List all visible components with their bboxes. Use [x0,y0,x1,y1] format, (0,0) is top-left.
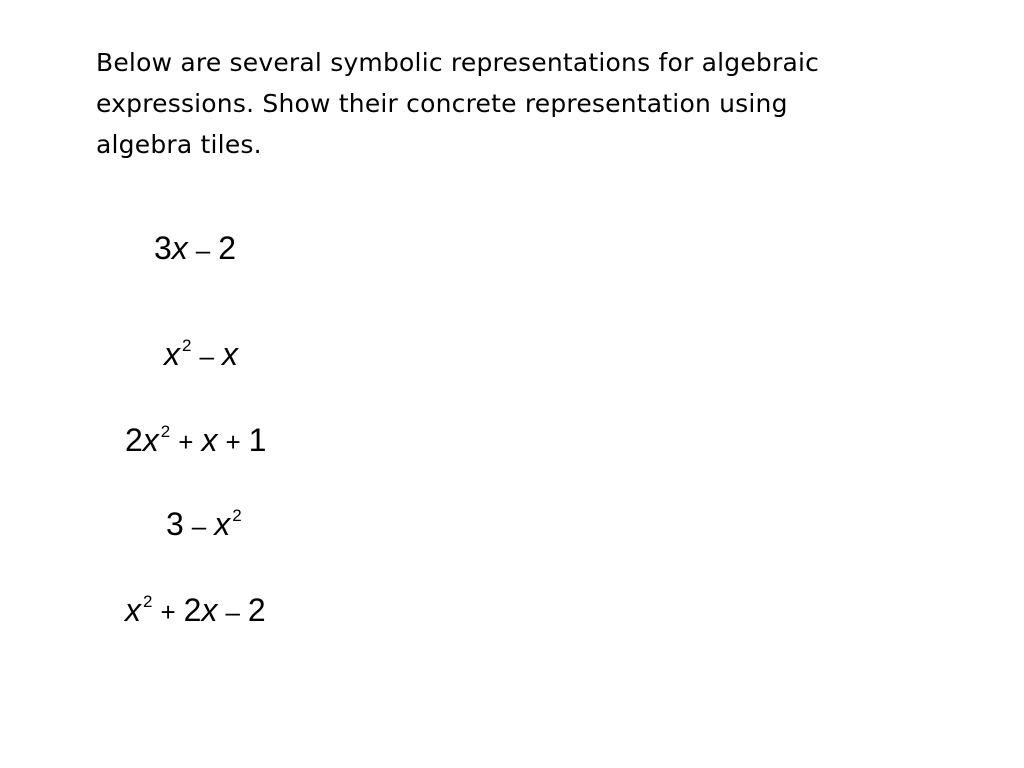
exponent: 2 [160,422,171,441]
expression-4 [166,504,242,546]
constant: 2 [247,592,266,628]
variable: x [214,506,231,542]
operator: + [160,597,176,627]
instructions-line-2: expressions. Show their concrete representation using [96,89,788,118]
expression-2 [164,334,238,376]
operator: – [225,597,240,627]
variable: x [142,422,159,458]
exponent: 2 [232,506,242,525]
instructions-line-1: Below are several symbolic representations for algebraic [96,48,820,77]
operator: + [178,427,194,457]
coefficient: 2 [125,422,143,458]
expression-3 [125,420,266,462]
expression-1 [154,228,236,270]
variable: x [201,422,218,458]
expression-5 [125,590,266,632]
instructions-text [96,42,916,165]
coefficient: 3 [154,230,172,266]
exponent: 2 [143,592,153,611]
constant: 1 [248,422,267,458]
variable: x [171,230,188,266]
variable: x [125,592,141,628]
constant: 3 [166,506,184,542]
variable: x [164,336,180,372]
coefficient: 2 [183,592,202,628]
operator: – [199,341,214,371]
variable: x [201,592,218,628]
operator: – [191,511,207,541]
instructions-line-3: algebra tiles. [96,130,262,159]
operator: + [225,427,241,457]
variable: x [221,336,238,372]
exponent: 2 [182,336,192,355]
operator: – [195,235,211,265]
constant: 2 [218,230,237,266]
